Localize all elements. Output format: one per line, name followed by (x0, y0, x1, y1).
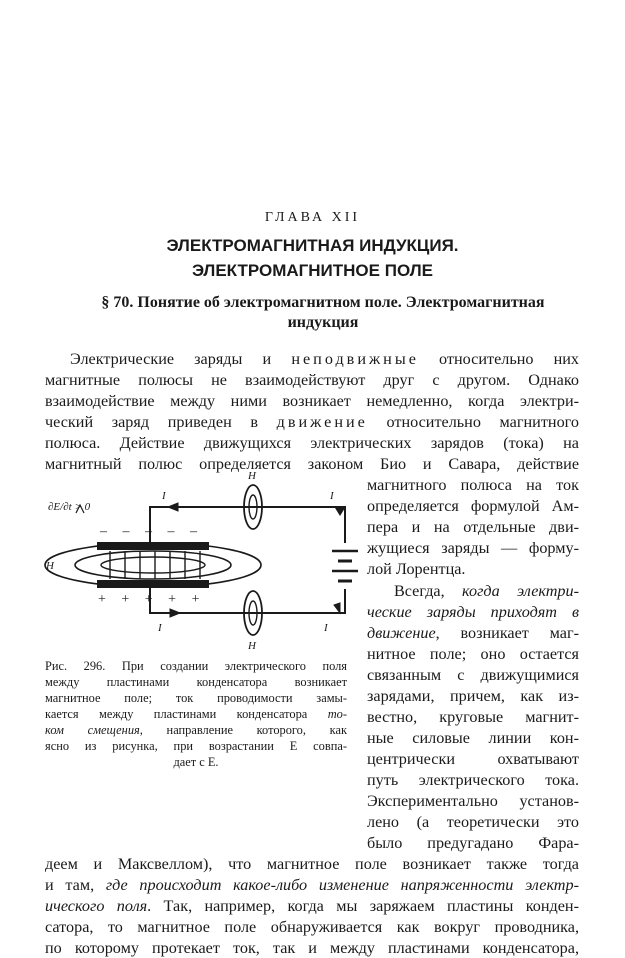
text-line: магнитный полюс определяется законом Био и Савара, действие (45, 455, 579, 473)
text-line: путь электрического тока. (367, 771, 579, 789)
text-line: магнитные полюсы не взаимодействуют друг с другом. Однако (45, 371, 579, 389)
chapter-title-line-1: ЭЛЕКТРОМАГНИТНАЯ ИНДУКЦИЯ. (166, 236, 459, 255)
text-line: ные силовые линии кон- (367, 729, 579, 747)
chapter-title-line-2: ЭЛЕКТРОМАГНИТНОЕ ПОЛЕ (191, 261, 434, 280)
section-title-line-2: индукция (287, 314, 359, 331)
caption-line: ком смещения, направление которого, как (45, 723, 347, 737)
fig-label-i-top-right: I (330, 490, 334, 502)
text-line: Всегда, когда электри- (394, 582, 580, 600)
text-line: вестно, круговые магнит- (367, 708, 579, 726)
text-line: жущиеся заряды — форму- (367, 539, 579, 557)
text-line: и там, где происходит какое-либо изменение напряженности электр- (45, 876, 579, 894)
text-line: связанным с движущимися (367, 666, 579, 684)
figure-caption (45, 658, 347, 770)
text-line: ического поля. Так, например, когда мы заряжаем пластины конден- (45, 897, 579, 915)
fig-label-i-top-left: I (162, 490, 166, 502)
caption-line: дает с E. (173, 755, 219, 769)
fig-label-h-top: H (248, 470, 256, 482)
section-title (48, 293, 598, 333)
fig-minus-signs: – – – – – (100, 524, 203, 539)
text-line: деем и Максвеллом), что магнитное поле возникает также тогда (45, 855, 579, 873)
text-line: движение, возникает маг- (367, 624, 579, 642)
fig-plus-signs: + + + + + (98, 592, 206, 607)
fig-label-h-left: H (46, 560, 54, 572)
text-line: магнитного полюса на ток (367, 476, 579, 494)
text-line: центрически охватывают (367, 750, 579, 768)
text-line: определяется формулой Ам- (367, 497, 579, 515)
fig-label-i-bottom-right: I (324, 622, 328, 634)
text-line: ческий заряд приведен в движение относительно магнитного (45, 413, 579, 431)
section-title-line-1: § 70. Понятие об электромагнитном поле. Электромагнитная (101, 294, 545, 311)
text-line: нитное поле; оно остается (367, 645, 579, 663)
text-line: ческие заряды приходят в (367, 603, 579, 621)
caption-line: между пластинами конденсатора возникает (45, 675, 347, 689)
text-line: лой Лорентца. (367, 560, 466, 578)
caption-line: кается между пластинами конденсатора то- (45, 707, 347, 721)
caption-line: ясно из рисунка, при возрастании E совпа- (45, 739, 347, 753)
text-line: было предугадано Фара- (367, 834, 579, 852)
chapter-label: ГЛАВА XII (264, 210, 361, 225)
caption-line: магнитное поле; ток проводимости замы- (45, 691, 347, 705)
text-line: полюса. Действие движущихся электрических зарядов (тока) на (45, 434, 579, 452)
text-line: по которому протекает ток, так и между пластинами конденсатора, (45, 939, 579, 957)
chapter-title (0, 233, 625, 283)
fig-label-i-bottom-left: I (158, 622, 162, 634)
fig-label-dEdt: ∂E/∂t > 0 (48, 501, 91, 513)
text-line: Экспериментально установ- (367, 792, 579, 810)
fig-label-h-bottom: H (248, 640, 256, 650)
text-line: лено (а теоретически это (367, 813, 579, 831)
text-line: зарядами, причем, как из- (367, 687, 579, 705)
text-line: пера и на отдельные дви- (367, 518, 579, 536)
text-line: Электрические заряды и неподвижные относительно них (70, 350, 580, 368)
text-line: сатора, то магнитное поле обнаруживается как вокруг проводника, (45, 918, 579, 936)
caption-line: Рис. 296. При создании электрического поля (45, 659, 347, 673)
capacitor-figure (40, 465, 360, 650)
text-line: взаимодействие между ними возникает немедленно, когда электри- (45, 392, 579, 410)
